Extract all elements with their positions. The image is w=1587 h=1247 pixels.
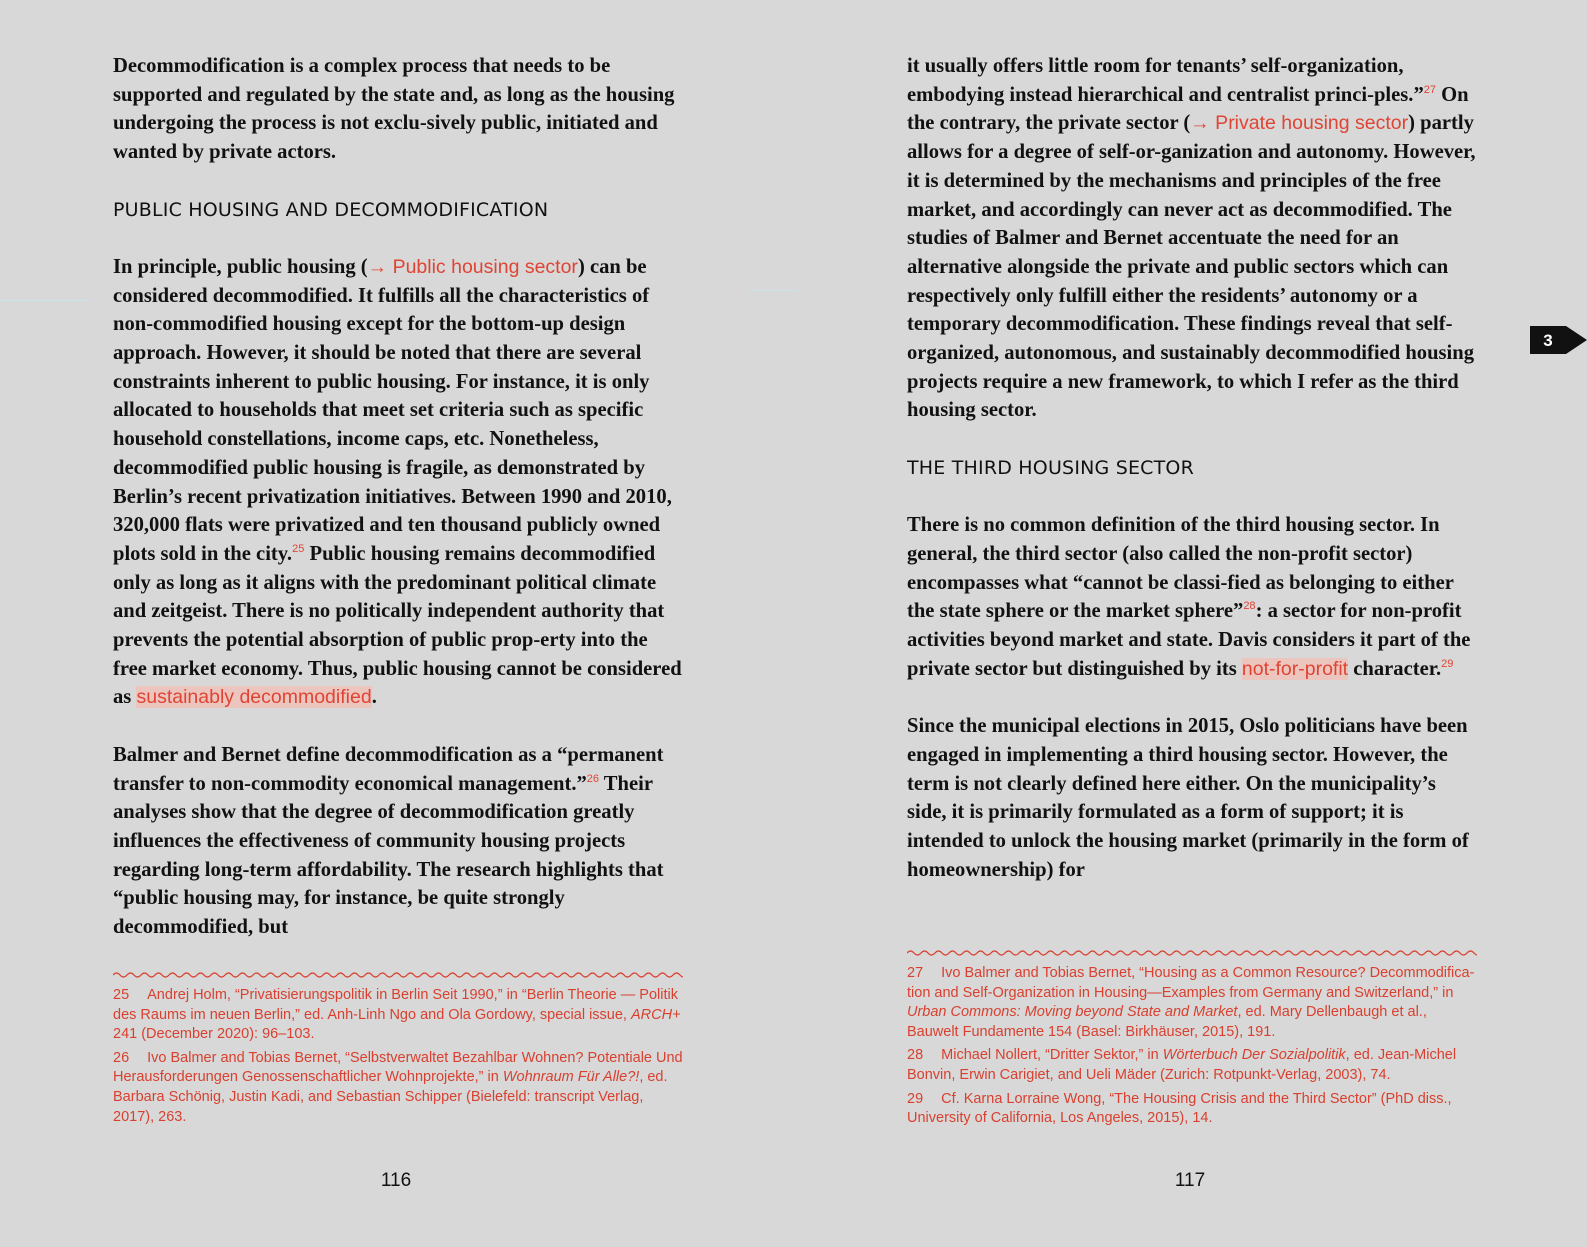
- footnote-number: 28: [907, 1047, 924, 1064]
- text-span: There is no common definition of the third housing sector. In general, the third sector (also called the non-profit sector) encompasses what “cannot be classi-fied as belonging to either the state sphere or the market sphere”: [907, 514, 1454, 623]
- footnote-ref-29[interactable]: 29: [1441, 657, 1454, 670]
- footnote-25: [113, 986, 683, 1045]
- section-heading-public-housing: PUBLIC HOUSING AND DECOMMODIFICATION: [113, 198, 549, 221]
- footnote-text: Ivo Balmer and Tobias Bernet, “Selbstverwaltet Bezahlbar Wohnen? Potentiale Und Herausforderungen Genossenschaftlicher Wohnprojekte,” in: [113, 1049, 683, 1086]
- footnote-28: [907, 1046, 1477, 1085]
- right-paragraph-1: [907, 52, 1477, 425]
- text-span: Their analyses show that the degree of decommodification greatly influences the effectiveness of community housing projects regarding long-term affordability. The research highlights that “public housing may, for instance, be quite strongly decommodified, but: [113, 772, 664, 939]
- footnote-ref-27[interactable]: 27: [1423, 83, 1437, 96]
- footnote-text: , ed. Barbara Schönig, Justin Kadi, and Sebastian Schipper (Bielefeld: transcript Verlag, 2017), 263.: [113, 1069, 668, 1125]
- footnote-text: Andrej Holm, “Privatisierungspolitik in Berlin Seit 1990,” in “Berlin Theorie — Politik des Raums im neuen Berlin,” ed. Anh-Linh Ngo and Ola Gordowy, special issue,: [113, 987, 678, 1023]
- text-span: : a sector for non-profit activities beyond market and state. Davis considers it part of the private sector but distinguished by its: [907, 600, 1471, 680]
- page-number-left: 116: [380, 1170, 412, 1191]
- text-span: In principle, public housing (: [113, 255, 368, 278]
- page-number-right: 117: [1174, 1170, 1206, 1191]
- text-span: On the contrary, the private sector (: [907, 83, 1469, 135]
- chapter-tab-label: 3: [1543, 331, 1553, 350]
- cross-reference-link-private-housing-sector[interactable]: → Private housing sector: [1190, 112, 1409, 135]
- footnote-number: 27: [907, 965, 924, 981]
- text-span: Balmer and Bernet define decommodification as a “permanent transfer to non-commodity economical management.”: [113, 743, 664, 795]
- left-paragraph-1: Decommodification is a complex process that needs to be supported and regulated by the state and, as long as the housing undergoing the process is not exclu-sively public, initiated and wanted by private actors.: [113, 55, 675, 164]
- footnote-divider-wavy: [113, 970, 683, 980]
- chapter-tab-marker: [1530, 326, 1587, 354]
- footnote-italic: Wohnraum Für Alle?!: [502, 1069, 640, 1086]
- show-through-mark: [0, 300, 90, 329]
- footnote-text: 241 (December 2020): 96–103.: [113, 1026, 315, 1043]
- text-span: ) can be considered decommodified. It fulfills all the characteristics of non-commodified housing except for the bottom-up design approach. However, it should be noted that there are several constraints inherent to public housing. For instance, it is only allocated to households that meet set criteria such as specific household constellations, income caps, etc. Nonetheless, decommodified public housing is fragile, as demonstrated by Berlin’s recent privatization initiatives. Between 1990 and 2010, 320,000 flats were privatized and ten thousand publicly owned plots sold in the city.: [113, 255, 672, 565]
- footnote-text: Ivo Balmer and Tobias Bernet, “Housing as a Common Resource? Decommodifica-tion and Self-Organization in Housing—Examples from Germany and Switzerland,” in: [907, 965, 1475, 1001]
- footnote-text: , ed. Jean-Michel Bonvin, Erwin Carigiet, and Ueli Mäder (Zurich: Rotpunkt-Verlag, 2003), 74.: [907, 1047, 1457, 1083]
- right-paragraph-3: Since the municipal elections in 2015, Oslo politicians have been engaged in implementing a third housing sector. However, the term is not clearly defined here either. On the municipality’s side, it is primarily formulated as a form of support; it is intended to unlock the housing market (primarily in the form of homeownership) for: [907, 715, 1469, 881]
- left-paragraph-2: [113, 253, 683, 712]
- show-through-mark: [748, 290, 798, 307]
- glossary-term-sustainably-decommodified[interactable]: sustainably decommodified: [136, 686, 372, 709]
- footnote-29: [907, 1090, 1477, 1129]
- footnote-27: [907, 964, 1477, 1042]
- footnote-ref-25[interactable]: 25: [292, 543, 305, 556]
- right-page: [907, 52, 1477, 1127]
- text-span: .: [371, 686, 377, 709]
- right-paragraph-2: [907, 511, 1477, 683]
- footnote-26: [113, 1049, 683, 1127]
- glossary-term-not-for-profit[interactable]: not-for-profit: [1241, 657, 1349, 680]
- footnote-divider-wavy: [907, 948, 1477, 958]
- footnote-italic: Wörterbuch Der Sozialpolitik: [1162, 1047, 1346, 1064]
- footnote-italic: Urban Commons: Moving beyond State and Market: [907, 1004, 1238, 1021]
- text-span: it usually offers little room for tenants’ self-organization, embodying instead hierarchical and centralist princi-ples.”: [907, 55, 1424, 106]
- left-page: [113, 52, 683, 1125]
- footnote-ref-26[interactable]: 26: [586, 772, 600, 785]
- section-heading-third-housing-sector: THE THIRD HOUSING SECTOR: [907, 456, 1194, 479]
- footnote-number: 26: [113, 1049, 130, 1066]
- footnote-ref-28[interactable]: 28: [1243, 600, 1256, 613]
- footnote-text: Michael Nollert, “Dritter Sektor,” in: [941, 1047, 1163, 1064]
- footnote-italic: ARCH+: [630, 1006, 681, 1023]
- text-span: ) partly allows for a degree of self-or-ganization and autonomy. However, it is determined by the mechanisms and principles of the free market, and accordingly can never act as decommodified. The studies of Balmer and Bernet accentuate the need for an alternative alongside the private and public sectors which can respectively only fulfill either the residents’ autonomy or a temporary decommodification. These findings reveal that self-organized, autonomous, and sustainably decommodified housing projects require a new framework, to which I refer as the third housing sector.: [907, 112, 1476, 422]
- text-span: Public housing remains decommodified only as long as it aligns with the predominant political climate and zeitgeist. There is no politically independent authority that prevents the potential absorption of public prop-erty into the free market economy. Thus, public housing cannot be considered as: [113, 542, 682, 709]
- cross-reference-link-public-housing-sector[interactable]: → Public housing sector: [367, 255, 578, 278]
- text-span: character.: [1348, 657, 1442, 680]
- footnote-text: Cf. Karna Lorraine Wong, “The Housing Crisis and the Third Sector” (PhD diss., University of California, Los Angeles, 2015), 14.: [907, 1090, 1452, 1127]
- footnote-number: 25: [113, 987, 130, 1003]
- left-paragraph-3: [113, 741, 683, 942]
- footnotes-right: [907, 964, 1477, 1133]
- footnotes-left: [113, 986, 683, 1131]
- footnote-number: 29: [907, 1090, 924, 1107]
- footnote-text: , ed. Mary Dellenbaugh et al., Bauwelt Fundamente 154 (Basel: Birkhäuser, 2015), 191.: [907, 1004, 1427, 1040]
